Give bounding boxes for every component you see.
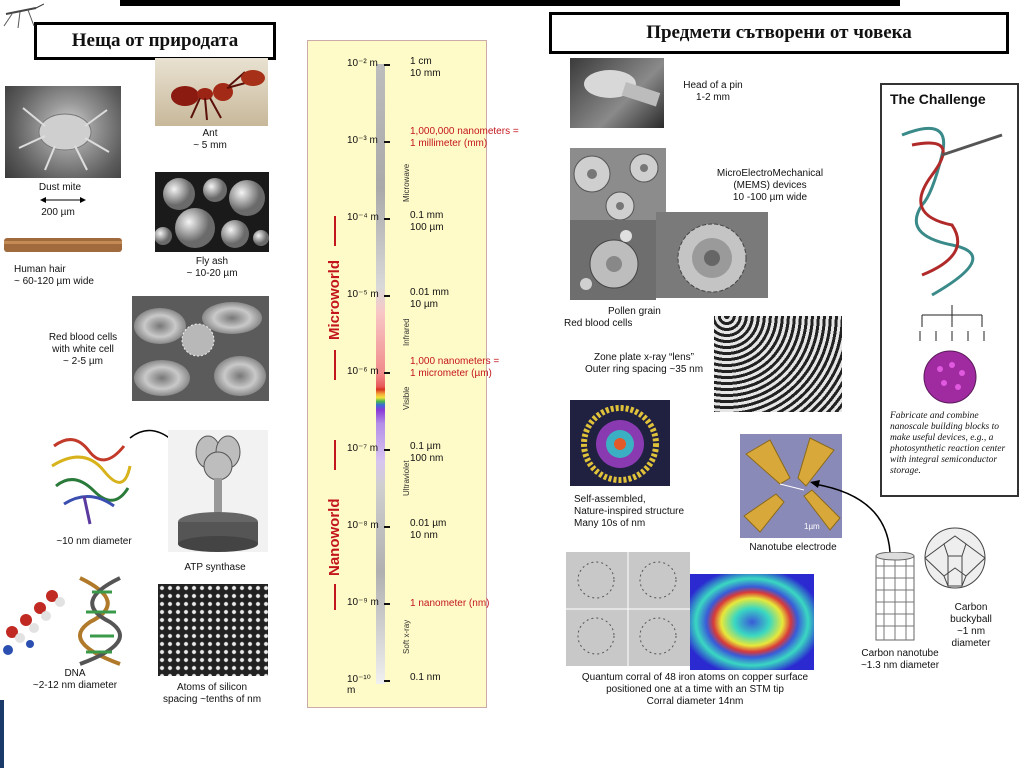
- top-bar: [120, 0, 900, 6]
- dust-mite-label: Dust mite: [38, 182, 82, 193]
- scale-tick: [384, 680, 390, 682]
- zone-plate-label: Zone plate x-ray “lens” Outer ring spacing ~35 nm: [584, 352, 704, 375]
- scale-unit-label: 0.01 µm 10 nm: [410, 518, 447, 541]
- scale-power-label: 10⁻² m: [347, 58, 378, 69]
- dna-image: [0, 572, 142, 668]
- nanometer-label: 1 nanometer (nm): [410, 598, 490, 609]
- scale-unit-label: 1 cm 10 mm: [410, 56, 441, 79]
- silicon-atoms-image: [158, 584, 268, 676]
- infrared-label: Infrared: [402, 318, 411, 346]
- carbon-nanotube-label: Carbon nanotube ~1.3 nm diameter: [860, 648, 940, 671]
- microworld-arrow-up: [334, 216, 336, 246]
- nanoworld-label: Nanoworld: [326, 498, 343, 576]
- mems-label: MicroElectroMechanical (MEMS) devices 10 -100 µm wide: [716, 168, 824, 203]
- scale-tick: [384, 449, 390, 451]
- challenge-panel: [880, 83, 1019, 497]
- quantum-corral-label: Quantum corral of 48 iron atoms on copper surface positioned one at a time with an STM tip Corral diameter 14nm: [581, 672, 809, 707]
- human-hair-label: Human hair ~ 60-120 µm wide: [14, 264, 94, 287]
- scale-unit-label: 0.1 µm 100 nm: [410, 441, 444, 464]
- double-arrow-icon: [40, 195, 86, 205]
- pollen-label: Pollen grain: [608, 306, 661, 317]
- scale-power-label: 10⁻¹⁰ m: [347, 674, 371, 696]
- left-edge-bar: [0, 700, 4, 768]
- scale-power-label: 10⁻⁶ m: [347, 366, 379, 377]
- scale-tick: [384, 372, 390, 374]
- self-assembled-image: [570, 400, 670, 486]
- scale-power-label: 10⁻³ m: [347, 135, 378, 146]
- buckyball-label: Carbon buckyball ~1 nm diameter: [950, 602, 992, 649]
- dna-label: DNA ~2-12 nm diameter: [32, 668, 118, 691]
- scale-unit-label: 0.1 nm: [410, 672, 441, 683]
- challenge-title: The Challenge: [890, 91, 986, 107]
- red-blood-cells-label: Red blood cells with white cell ~ 2-5 µm: [48, 332, 118, 367]
- dust-mite-size: 200 µm: [41, 207, 75, 218]
- micrometer-label: 1,000 nanometers = 1 micrometer (µm): [410, 356, 500, 379]
- mems-rbc-label: Red blood cells: [564, 318, 633, 329]
- millimeter-label: 1,000,000 nanometers = 1 millimeter (mm): [410, 126, 519, 149]
- self-assembled-label: Self-assembled, Nature-inspired structure Many 10s of nm: [574, 494, 685, 529]
- scale-power-label: 10⁻⁵ m: [347, 289, 379, 300]
- nanoworld-arrow-down: [334, 584, 336, 610]
- ultraviolet-label: Ultraviolet: [402, 460, 411, 496]
- scale-tick: [384, 295, 390, 297]
- scale-tick: [384, 64, 390, 66]
- nanotube-electrode-label: Nanotube electrode: [749, 542, 837, 553]
- carbon-nanotube-image: [870, 552, 920, 644]
- scale-unit-label: 0.1 mm 100 µm: [410, 210, 444, 233]
- human-hair-image: [4, 232, 122, 258]
- microworld-arrow-down: [334, 350, 336, 380]
- quantum-corral-stm-image: [566, 552, 690, 666]
- ant-label: Ant ~ 5 mm: [193, 128, 227, 151]
- protein-label: ~10 nm diameter: [56, 536, 132, 547]
- dust-mite-image: [5, 86, 121, 178]
- fly-ash-image: [155, 172, 269, 252]
- challenge-text: Fabricate and combine nanoscale building blocks to make useful devices, e.g., a photosynthetic reaction center with integral semiconductor storage.: [890, 411, 1006, 476]
- scale-power-label: 10⁻⁷ m: [347, 443, 379, 454]
- microworld-label: Microworld: [326, 259, 343, 340]
- mems-pollen-image: [570, 220, 656, 300]
- red-blood-cells-image: [132, 296, 269, 401]
- atp-synthase-label: ATP synthase: [184, 562, 246, 573]
- scale-tick: [384, 526, 390, 528]
- scale-tick: [384, 603, 390, 605]
- pin-label: Head of a pin 1-2 mm: [683, 80, 743, 103]
- scale-power-label: 10⁻⁴ m: [347, 212, 379, 223]
- nanoworld-arrow-up: [334, 440, 336, 470]
- pin-head-image: [570, 58, 664, 128]
- scale-power-label: 10⁻⁸ m: [347, 520, 379, 531]
- mems-large-gear-image: [656, 212, 768, 298]
- manmade-title: Предмети сътворени от човека: [549, 12, 1009, 54]
- quantum-corral-3d-image: [690, 574, 814, 670]
- challenge-illustration: [892, 115, 1010, 405]
- scale-unit-label: 0.01 mm 10 µm: [410, 287, 449, 310]
- soft-xray-label: Soft x-ray: [402, 619, 411, 654]
- mosquito-icon: [0, 0, 44, 30]
- mems-gears-image: [570, 148, 666, 222]
- atp-synthase-image: [168, 430, 268, 552]
- microwave-label: Microwave: [402, 163, 411, 202]
- scale-bar-label: 1µm: [804, 522, 820, 531]
- buckyball-image: [922, 522, 988, 594]
- scale-tick: [384, 141, 390, 143]
- zone-plate-image: [714, 316, 842, 412]
- ant-image: [155, 58, 268, 126]
- nature-title: Неща от природата: [34, 22, 276, 60]
- fly-ash-label: Fly ash ~ 10-20 µm: [186, 256, 238, 279]
- protein-image: [44, 426, 136, 526]
- visible-label: Visible: [402, 386, 411, 410]
- scale-power-label: 10⁻⁹ m: [347, 597, 379, 608]
- silicon-label: Atoms of silicon spacing ~tenths of nm: [162, 682, 262, 705]
- scale-tick: [384, 218, 390, 220]
